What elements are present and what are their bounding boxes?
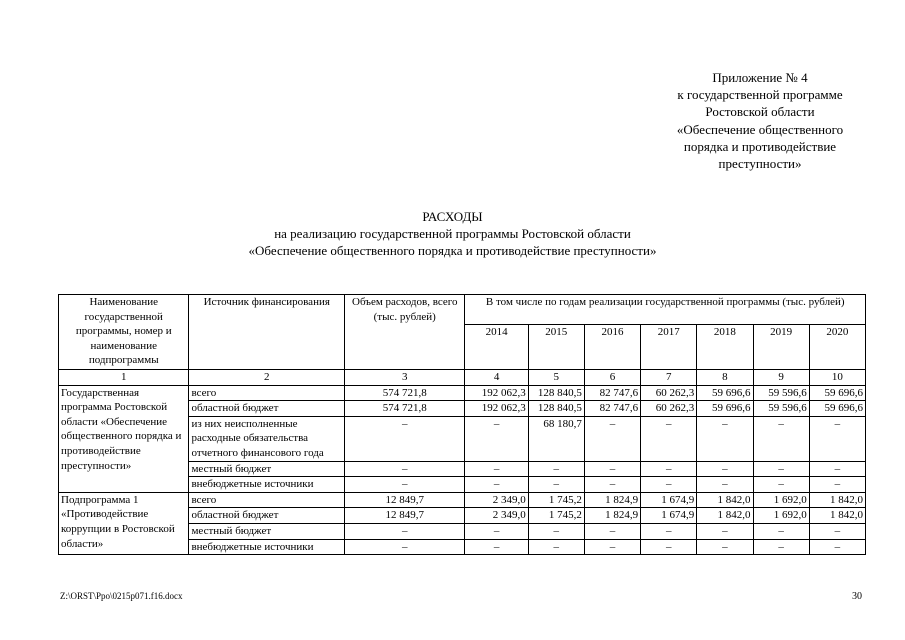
header-source: Источник финансирования	[189, 295, 345, 370]
appendix-line: порядка и противодействие	[683, 138, 837, 154]
funding-source: местный бюджет	[189, 523, 345, 539]
appendix-line: Ростовской области	[705, 104, 815, 120]
year-value: –	[528, 477, 584, 493]
header-year: 2018	[697, 325, 753, 370]
year-value: 82 747,6	[584, 385, 640, 401]
year-value: –	[697, 523, 753, 539]
funding-source: внебюджетные источники	[189, 539, 345, 555]
header-total: Объем расходов, всего (тыс. рублей)	[345, 295, 465, 370]
year-value: –	[584, 477, 640, 493]
table-row	[59, 385, 866, 401]
year-value: 1 692,0	[753, 492, 809, 508]
document-title: РАСХОДЫ	[422, 209, 483, 224]
header-year: 2014	[465, 325, 528, 370]
year-value: –	[753, 461, 809, 477]
header-year: 2020	[809, 325, 865, 370]
column-number: 1	[59, 370, 189, 386]
column-number: 10	[809, 370, 865, 386]
funding-source: всего	[189, 492, 345, 508]
header-year: 2016	[584, 325, 640, 370]
year-value: 1 745,2	[528, 492, 584, 508]
year-value: –	[528, 523, 584, 539]
column-number: 3	[345, 370, 465, 386]
program-name: Государственная программа Ростовской области «Обеспечение общественного порядка и противодействие преступности»	[59, 385, 189, 492]
year-value: –	[753, 416, 809, 461]
page-number: 30	[852, 591, 862, 602]
year-value: 2 349,0	[465, 508, 528, 524]
year-value: –	[697, 461, 753, 477]
table-row	[59, 492, 866, 508]
total-value: 12 849,7	[345, 492, 465, 508]
total-value: 574 721,8	[345, 401, 465, 417]
document-heading	[0, 208, 905, 259]
year-value: 192 062,3	[465, 385, 528, 401]
expenses-table	[58, 294, 866, 555]
column-number: 6	[584, 370, 640, 386]
year-value: –	[753, 477, 809, 493]
header-row	[59, 295, 866, 325]
year-value: –	[697, 477, 753, 493]
total-value: –	[345, 461, 465, 477]
year-value: 1 692,0	[753, 508, 809, 524]
year-value: –	[809, 416, 865, 461]
year-value: 128 840,5	[528, 401, 584, 417]
year-value: 59 696,6	[697, 401, 753, 417]
total-value: –	[345, 523, 465, 539]
year-value: –	[641, 539, 697, 555]
year-value: –	[528, 539, 584, 555]
column-number: 4	[465, 370, 528, 386]
appendix-line: «Обеспечение общественного	[676, 121, 844, 137]
year-value: –	[753, 539, 809, 555]
total-value: 12 849,7	[345, 508, 465, 524]
year-value: 68 180,7	[528, 416, 584, 461]
year-value: 59 696,6	[697, 385, 753, 401]
year-value: –	[641, 477, 697, 493]
header-year: 2019	[753, 325, 809, 370]
funding-source: внебюджетные источники	[189, 477, 345, 493]
column-number: 8	[697, 370, 753, 386]
header-years-group: В том числе по годам реализации государственной программы (тыс. рублей)	[465, 295, 866, 325]
header-year: 2017	[641, 325, 697, 370]
appendix-line: к государственной программе	[677, 87, 843, 103]
year-value: 59 596,6	[753, 385, 809, 401]
appendix-line: Приложение № 4	[712, 70, 808, 85]
year-value: –	[641, 416, 697, 461]
year-value: –	[697, 416, 753, 461]
year-value: 1 842,0	[809, 508, 865, 524]
column-number: 2	[189, 370, 345, 386]
year-value: 60 262,3	[641, 385, 697, 401]
year-value: 1 824,9	[584, 492, 640, 508]
funding-source: местный бюджет	[189, 461, 345, 477]
year-value: –	[697, 539, 753, 555]
year-value: 59 696,6	[809, 401, 865, 417]
year-value: 1 842,0	[697, 492, 753, 508]
year-value: –	[753, 523, 809, 539]
year-value: 1 745,2	[528, 508, 584, 524]
year-value: –	[465, 539, 528, 555]
appendix-block	[640, 69, 880, 172]
year-value: 60 262,3	[641, 401, 697, 417]
program-name: Подпрограмма 1 «Противодействие коррупции в Ростовской области»	[59, 492, 189, 554]
year-value: –	[465, 477, 528, 493]
year-value: –	[584, 539, 640, 555]
year-value: 192 062,3	[465, 401, 528, 417]
year-value: –	[809, 461, 865, 477]
year-value: –	[465, 416, 528, 461]
year-value: –	[465, 523, 528, 539]
funding-source: областной бюджет	[189, 508, 345, 524]
funding-source: из них неисполненные расходные обязательства отчетного финансового года	[189, 416, 345, 461]
document-subtitle: на реализацию государственной программы Ростовской области	[274, 226, 631, 241]
header-name: Наименование государственной программы, номер и наименование подпрограммы	[59, 295, 189, 370]
year-value: 2 349,0	[465, 492, 528, 508]
funding-source: областной бюджет	[189, 401, 345, 417]
appendix-line: преступности»	[718, 156, 802, 172]
footer-file-path: Z:\ORST\Ppo\0215p071.f16.docx	[60, 591, 183, 601]
year-value: 1 674,9	[641, 508, 697, 524]
year-value: 1 674,9	[641, 492, 697, 508]
total-value: –	[345, 539, 465, 555]
year-value: –	[584, 461, 640, 477]
table-body	[59, 295, 866, 555]
column-number: 7	[641, 370, 697, 386]
year-value: 82 747,6	[584, 401, 640, 417]
year-value: 1 842,0	[697, 508, 753, 524]
year-value: –	[809, 477, 865, 493]
year-value: 59 696,6	[809, 385, 865, 401]
year-value: –	[528, 461, 584, 477]
header-year: 2015	[528, 325, 584, 370]
year-value: 1 824,9	[584, 508, 640, 524]
year-value: 128 840,5	[528, 385, 584, 401]
column-number: 5	[528, 370, 584, 386]
total-value: 574 721,8	[345, 385, 465, 401]
column-number: 9	[753, 370, 809, 386]
year-value: 1 842,0	[809, 492, 865, 508]
funding-source: всего	[189, 385, 345, 401]
total-value: –	[345, 477, 465, 493]
document-subtitle-2: «Обеспечение общественного порядка и противодействие преступности»	[248, 243, 657, 258]
total-value: –	[345, 416, 465, 461]
year-value: 59 596,6	[753, 401, 809, 417]
column-numbers-row	[59, 370, 866, 386]
year-value: –	[584, 416, 640, 461]
year-value: –	[584, 523, 640, 539]
year-value: –	[809, 539, 865, 555]
year-value: –	[809, 523, 865, 539]
year-value: –	[641, 523, 697, 539]
year-value: –	[465, 461, 528, 477]
year-value: –	[641, 461, 697, 477]
